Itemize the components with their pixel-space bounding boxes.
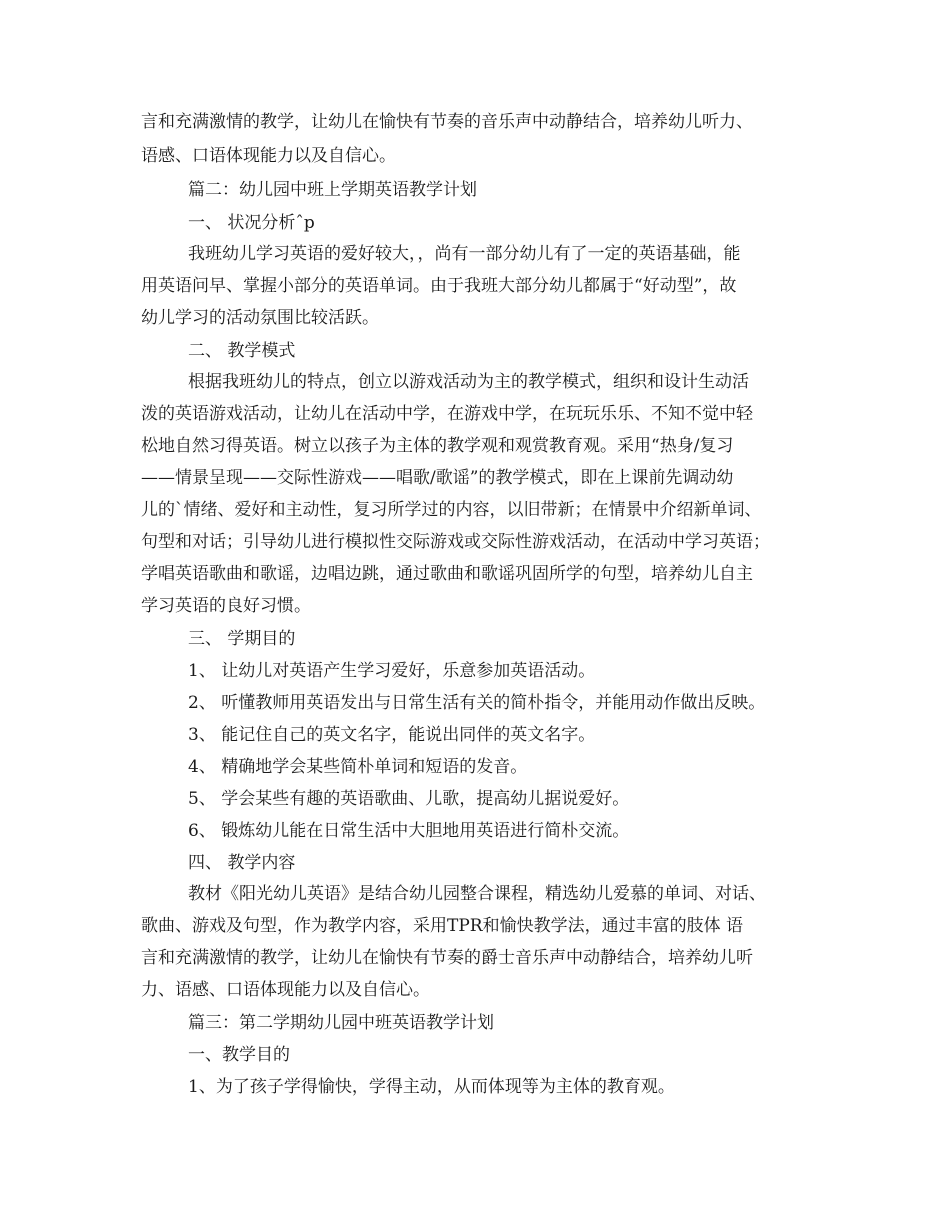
list-item: 5、 学会某些有趣的英语歌曲、儿歌，提高幼儿据说爱好。 — [188, 789, 630, 809]
section-heading: 篇二：幼儿园中班上学期英语教学计划 — [188, 180, 477, 200]
list-item: 4、 精确地学会某些简朴单词和短语的发音。 — [188, 757, 528, 777]
section-heading: 篇三：第二学期幼儿园中班英语教学计划 — [188, 1013, 494, 1033]
text-line: 我班幼儿学习英语的爱好较大，，尚有一部分幼儿有了一定的英语基础，能 — [188, 244, 741, 264]
list-item: 2、 听懂教师用英语发出与日常生活有关的简朴指令，并能用动作做出反映。 — [188, 693, 766, 713]
text-line: 儿的`情绪、爱好和主动性，复习所学过的内容，以旧带新；在情景中介绍新单词、 — [141, 500, 762, 520]
subsection-heading: 四、 教学内容 — [188, 853, 296, 873]
text-line: 学习英语的良好习惯。 — [141, 596, 311, 616]
subsection-heading: 二、 教学模式 — [188, 341, 296, 361]
text-line: 言和充满激情的教学，让幼儿在愉快有节奏的音乐声中动静结合，培养幼儿听力、 — [141, 112, 753, 132]
text-line: 根据我班幼儿的特点，创立以游戏活动为主的教学模式，组织和设计生动活 — [188, 372, 749, 392]
subsection-heading: 三、 学期目的 — [188, 629, 296, 649]
text-line: 泼的英语游戏活动，让幼儿在活动中学，在游戏中学，在玩玩乐乐、不知不觉中轻 — [141, 404, 753, 424]
text-line: 歌曲、游戏及句型，作为教学内容，采用TPR和愉快教学法，通过丰富的肢体 语 — [141, 916, 743, 936]
subsection-heading: 一、 状况分析ˆp — [188, 213, 315, 233]
text-line: 学唱英语歌曲和歌谣，边唱边跳，通过歌曲和歌谣巩固所学的句型，培养幼儿自主 — [141, 564, 753, 584]
list-item: 3、 能记住自己的英文名字，能说出同伴的英文名字。 — [188, 725, 596, 745]
text-line: 语感、口语体现能力以及自信心。 — [141, 146, 396, 166]
text-line: 教材《阳光幼儿英语》是结合幼儿园整合课程，精选幼儿爱慕的单词、对话、 — [188, 884, 766, 904]
text-line: 松地自然习得英语。树立以孩子为主体的教学观和观赏教育观。采用“热身/复习 — [141, 436, 734, 456]
text-line: 1、为了孩子学得愉快，学得主动，从而体现等为主体的教育观。 — [188, 1077, 675, 1097]
text-line: ——情景呈现——交际性游戏——唱歌/歌谣”的教学模式，即在上课前先调动幼 — [141, 468, 734, 488]
text-line: 句型和对话；引导幼儿进行模拟性交际游戏或交际性游戏活动，在活动中学习英语； — [141, 532, 770, 552]
subsection-heading: 一、教学目的 — [188, 1045, 290, 1065]
text-line: 幼儿学习的活动氛围比较活跃。 — [141, 308, 379, 328]
text-line: 言和充满激情的教学，让幼儿在愉快有节奏的爵士音乐声中动静结合，培养幼儿听 — [141, 948, 753, 968]
list-item: 1、 让幼儿对英语产生学习爱好，乐意参加英语活动。 — [188, 661, 596, 681]
list-item: 6、 锻炼幼儿能在日常生活中大胆地用英语进行简朴交流。 — [188, 821, 630, 841]
text-line: 力、语感、口语体现能力以及自信心。 — [141, 980, 430, 1000]
text-line: 用英语问早、掌握小部分的英语单词。由于我班大部分幼儿都属于“好动型”，故 — [141, 276, 737, 296]
